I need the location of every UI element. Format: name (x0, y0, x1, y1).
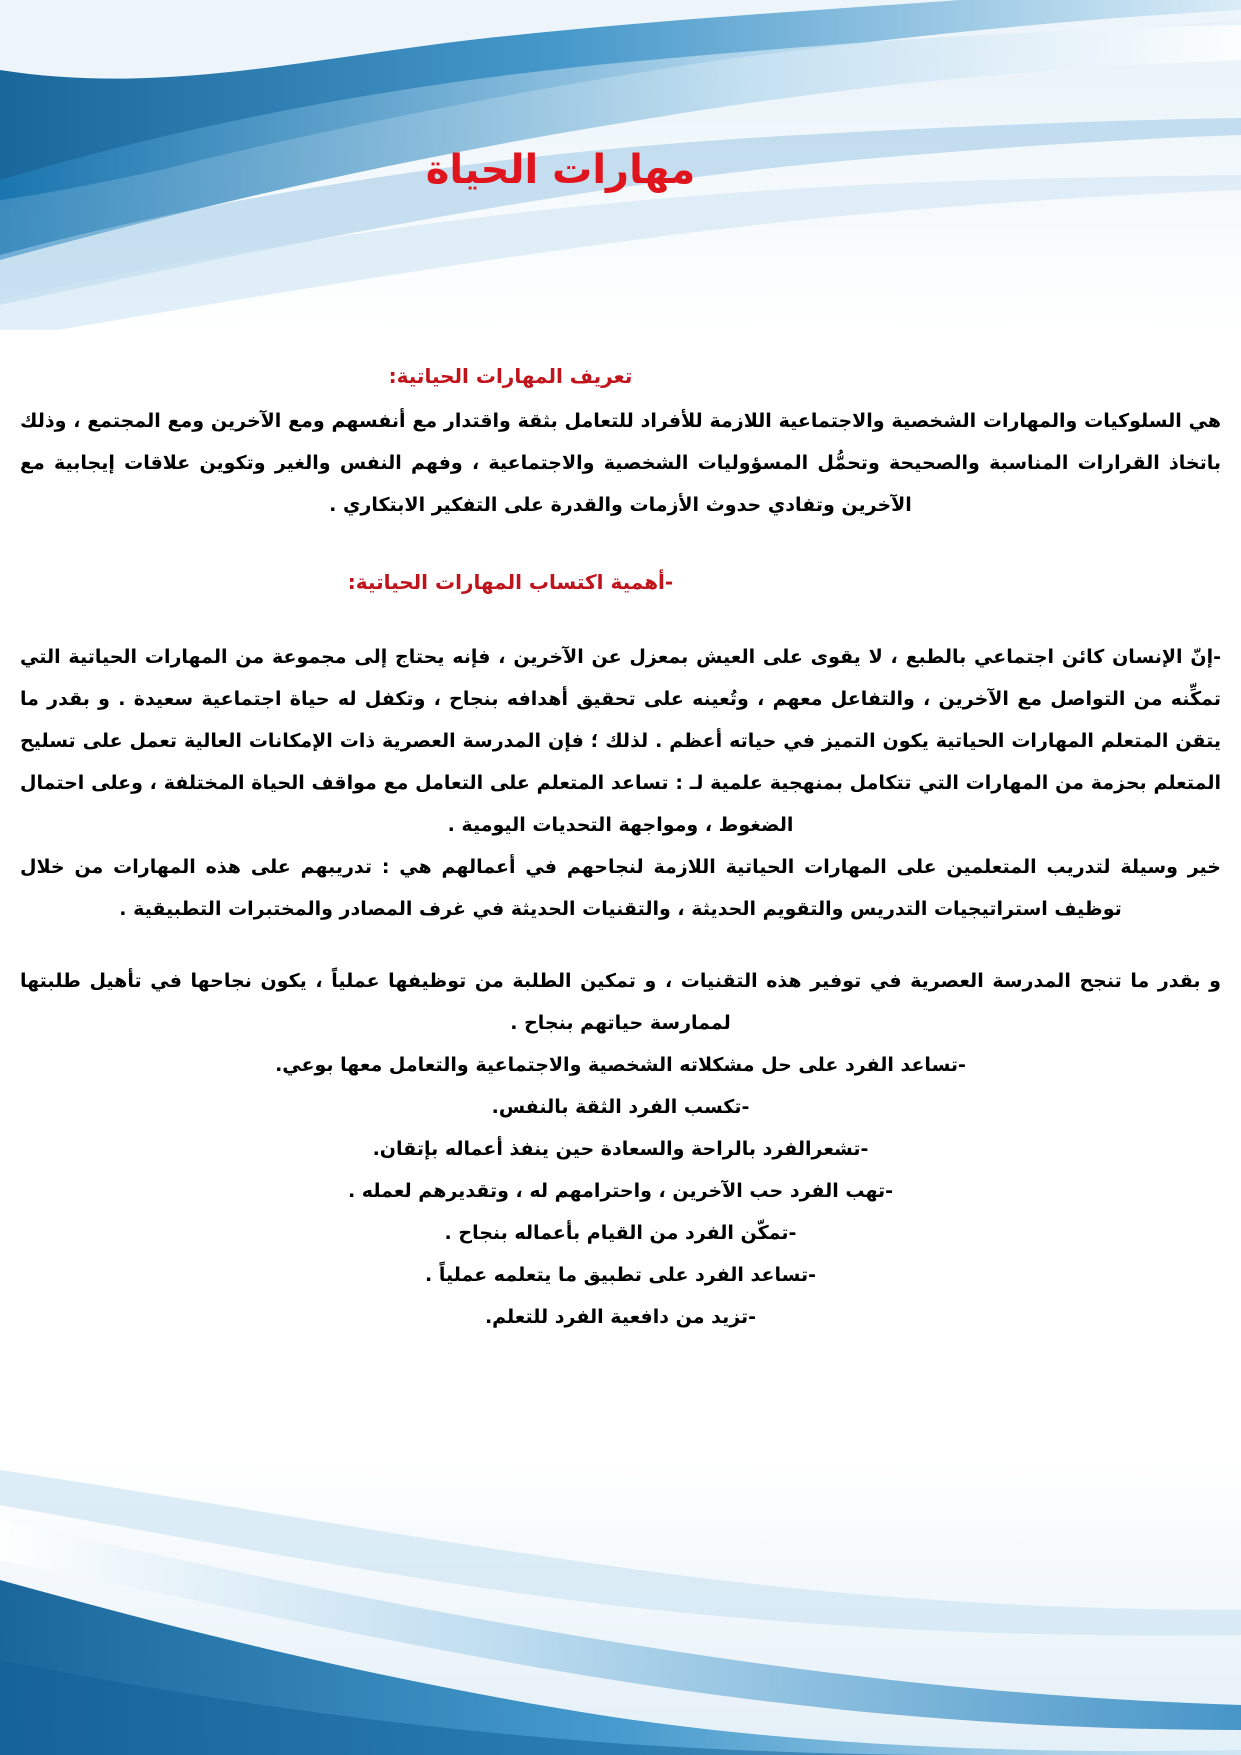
bottom-wave-decoration (0, 1460, 1241, 1755)
school-success-paragraph: و بقدر ما تنجح المدرسة العصرية في توفير هذه التقنيات ، و تمكين الطلبة من توظيفها عملياً ، يكون نجاحها في تأهيل طلبتها لممارسة حياتهم بنجاح . (20, 970, 1221, 1034)
definition-heading: تعريف المهارات الحياتية: (388, 364, 633, 388)
page-title: مهارات الحياة (425, 147, 696, 193)
definition-paragraph: هي السلوكيات والمهارات الشخصية والاجتماعية اللازمة للأفراد للتعامل بثقة واقتدار مع أنفسهم ومع الآخرين ومع المجتمع ، وذلك باتخاذ القرارات المناسبة والصحيحة وتحمُّل المسؤوليات الشخصية والاجتماعية ، وفهم النفس والغير وتكوين علاقات إيجابية مع الآخرين وتفادي حدوث الأزمات والقدرة على التفكير الابتكاري . (20, 410, 1221, 516)
list-item: -تكسب الفرد الثقة بالنفس. (491, 1096, 750, 1118)
importance-paragraph: -إنّ الإنسان كائن اجتماعي بالطبع ، لا يقوى على العيش بمعزل عن الآخرين ، فإنه يحتاج إلى مجموعة من المهارات الحياتية التي تمكِّنه من التواصل مع الآخرين ، والتفاعل معهم ، وتُعينه على تحقيق أهدافه بنجاح ، وتكفل له حياة اجتماعية سعيدة . و بقدر ما يتقن المتعلم المهارات الحياتية يكون التميز في حياته أعظم . لذلك ؛ فإن المدرسة العصرية ذات الإمكانات العالية تعمل على تسليح المتعلم بحزمة من المهارات التي تتكامل بمنهجية علمية لـ : تساعد المتعلم على التعامل مع مواقف الحياة المختلفة ، وعلى احتمال الضغوط ، ومواجهة التحديات اليومية . (20, 646, 1221, 836)
list-item: -تساعد الفرد على حل مشكلاته الشخصية والاجتماعية والتعامل معها بوعي. (275, 1054, 966, 1076)
benefits-list (20, 1044, 1221, 1338)
document-body (20, 140, 1221, 1338)
list-item: -تساعد الفرد على تطبيق ما يتعلمه عملياً . (425, 1264, 816, 1286)
list-item: -تزيد من دافعية الفرد للتعلم. (484, 1306, 757, 1328)
list-item: -تشعرالفرد بالراحة والسعادة حين ينفذ أعماله بإتقان. (372, 1138, 869, 1160)
importance-heading: -أهمية اكتساب المهارات الحياتية: (347, 570, 674, 594)
list-item: -تمكّن الفرد من القيام بأعماله بنجاح . (444, 1222, 797, 1244)
best-method-paragraph: خير وسيلة لتدريب المتعلمين على المهارات الحياتية اللازمة لنجاحهم في أعمالهم هي : تدريبهم على هذه المهارات من خلال توظيف استراتيجيات التدريس والتقويم الحديثة ، والتقنيات الحديثة في غرف المصادر والمختبرات التطبيقية . (20, 856, 1221, 920)
list-item: -تهب الفرد حب الآخرين ، واحترامهم له ، وتقديرهم لعمله . (347, 1180, 894, 1202)
